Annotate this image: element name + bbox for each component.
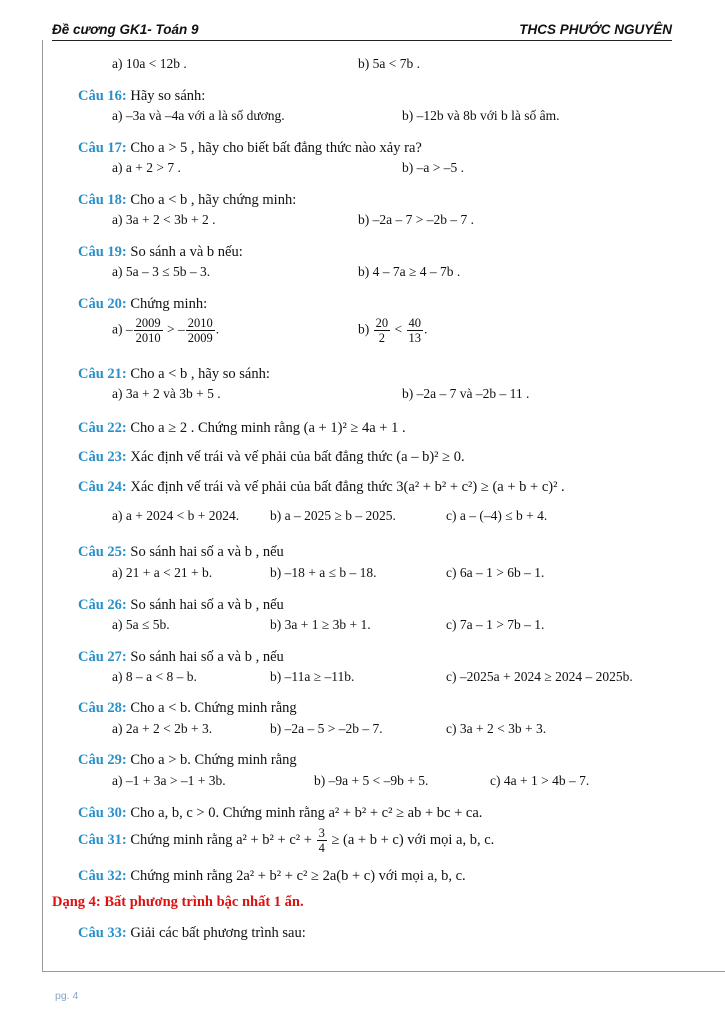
question-text: So sánh hai số a và b , nếu <box>130 649 284 665</box>
q26-option-b: b) 3a + 1 ≥ 3b + 1. <box>270 617 371 632</box>
question-28 <box>78 700 297 717</box>
q21-option-b: b) –2a – 7 và –2b – 11 . <box>402 386 530 401</box>
question-label: Câu 20: <box>78 296 127 312</box>
question-30 <box>78 805 482 822</box>
question-text: Xác định vế trái và vế phải của bất đẳng thức 3(a² + b² + c²) ≥ (a + b + c)² . <box>130 479 565 495</box>
question-text: Cho a < b. Chứng minh rằng <box>130 700 297 716</box>
question-label: Câu 29: <box>78 752 127 768</box>
question-text: Chứng minh: <box>130 296 208 312</box>
question-text: So sánh a và b nếu: <box>130 244 243 260</box>
question-29 <box>78 752 297 769</box>
question-text: Hãy so sánh: <box>130 88 206 104</box>
prev-option-b: b) 5a < 7b . <box>358 56 420 71</box>
question-22 <box>78 420 406 437</box>
question-text-cont: ≥ (a + b + c) với mọi a, b, c. <box>331 831 495 848</box>
q18-option-a: a) 3a + 2 < 3b + 2 . <box>112 212 216 227</box>
question-text: Cho a > b. Chứng minh rằng <box>130 752 297 768</box>
question-text: Chứng minh rằng 2a² + b² + c² ≥ 2a(b + c) với mọi a, b, c. <box>130 868 466 884</box>
question-24 <box>78 479 565 496</box>
question-text: Cho a > 5 , hãy cho biết bất đẳng thức nào xảy ra? <box>130 140 422 156</box>
question-21 <box>78 366 270 383</box>
question-text: Cho a < b , hãy so sánh: <box>130 366 270 382</box>
question-label: Câu 27: <box>78 649 127 665</box>
question-label: Câu 26: <box>78 597 127 613</box>
q24-option-b: b) a – 2025 ≥ b – 2025. <box>270 508 396 523</box>
q24-option-c: c) a – (–4) ≤ b + 4. <box>446 508 548 523</box>
question-32 <box>78 868 466 885</box>
q26-option-a: a) 5a ≤ 5b. <box>112 617 170 632</box>
question-19 <box>78 244 243 261</box>
question-17 <box>78 140 422 157</box>
question-31 <box>78 826 494 855</box>
question-label: Câu 19: <box>78 244 127 260</box>
q16-option-a: a) –3a và –4a với a là số dương. <box>112 108 285 123</box>
question-text: Xác định vế trái và vế phải của bất đẳng thức (a – b)² ≥ 0. <box>130 449 465 465</box>
q25-option-c: c) 6a – 1 > 6b – 1. <box>446 565 545 580</box>
question-label: Câu 32: <box>78 868 127 884</box>
q20-option-b: b) $\frac{20}{2}$ < $\frac{40}{13}$ . <box>358 316 428 345</box>
question-label: Câu 24: <box>78 479 127 495</box>
q16-option-b: b) –12b và 8b với b là số âm. <box>402 108 560 123</box>
fraction: $\frac{3}{4}$ <box>318 826 325 855</box>
question-33 <box>78 925 306 942</box>
question-text: Cho a ≥ 2 . Chứng minh rằng (a + 1)² ≥ 4a + 1 . <box>130 420 406 436</box>
question-label: Câu 21: <box>78 366 127 382</box>
q19-option-b: b) 4 – 7a ≥ 4 – 7b . <box>358 264 461 279</box>
question-label: Câu 16: <box>78 88 127 104</box>
question-label: Câu 23: <box>78 449 127 465</box>
question-27 <box>78 649 284 666</box>
q24-option-a: a) a + 2024 < b + 2024. <box>112 508 240 523</box>
q17-option-a: a) a + 2 > 7 . <box>112 160 181 175</box>
q28-option-c: c) 3a + 2 < 3b + 3. <box>446 721 547 736</box>
question-label: Câu 30: <box>78 805 127 821</box>
header-school: THCS PHƯỚC NGUYÊN <box>519 22 672 37</box>
question-label: Câu 17: <box>78 140 127 156</box>
q29-option-c: c) 4a + 1 > 4b – 7. <box>490 773 590 788</box>
question-25 <box>78 544 284 561</box>
q27-option-b: b) –11a ≥ –11b. <box>270 669 355 684</box>
page-number: pg. 4 <box>55 990 79 1002</box>
question-26 <box>78 597 284 614</box>
page-header <box>52 20 672 41</box>
q17-option-b: b) –a > –5 . <box>402 160 464 175</box>
q27-option-a: a) 8 – a < 8 – b. <box>112 669 197 684</box>
q18-option-b: b) –2a – 7 > –2b – 7 . <box>358 212 474 227</box>
q26-option-c: c) 7a – 1 > 7b – 1. <box>446 617 545 632</box>
q29-option-b: b) –9a + 5 < –9b + 5. <box>314 773 429 788</box>
question-label: Câu 28: <box>78 700 127 716</box>
q25-option-a: a) 21 + a < 21 + b. <box>112 565 213 580</box>
question-text: Giải các bất phương trình sau: <box>130 925 306 941</box>
q28-option-a: a) 2a + 2 < 2b + 3. <box>112 721 213 736</box>
question-text: So sánh hai số a và b , nếu <box>130 544 284 560</box>
header-title: Đề cương GK1- Toán 9 <box>52 22 199 37</box>
q19-option-a: a) 5a – 3 ≤ 5b – 3. <box>112 264 211 279</box>
q28-option-b: b) –2a – 5 > –2b – 7. <box>270 721 383 736</box>
section-heading: Dạng 4: Bất phương trình bậc nhất 1 ẩn. <box>52 894 304 910</box>
q29-option-a: a) –1 + 3a > –1 + 3b. <box>112 773 226 788</box>
question-label: Câu 25: <box>78 544 127 560</box>
question-label: Câu 18: <box>78 192 127 208</box>
question-text: Chứng minh rằng a² + b² + c² + <box>130 831 312 848</box>
q25-option-b: b) –18 + a ≤ b – 18. <box>270 565 377 580</box>
question-label: Câu 22: <box>78 420 127 436</box>
question-label: Câu 31: <box>78 831 127 848</box>
question-label: Câu 33: <box>78 925 127 941</box>
question-18 <box>78 192 296 209</box>
question-text: Cho a, b, c > 0. Chứng minh rằng a² + b² + c² ≥ ab + bc + ca. <box>130 805 483 821</box>
q20-option-a: a) – $\frac{2009}{2010}$ > – $\frac{2010}{2009}$ . <box>112 316 220 345</box>
question-text: Cho a < b , hãy chứng minh: <box>130 192 297 208</box>
q21-option-a: a) 3a + 2 và 3b + 5 . <box>112 386 221 401</box>
question-20 <box>78 296 207 313</box>
question-16 <box>78 88 205 105</box>
question-23 <box>78 449 465 466</box>
prev-option-a: a) 10a < 12b . <box>112 56 187 71</box>
q27-option-c: c) –2025a + 2024 ≥ 2024 – 2025b. <box>446 669 633 684</box>
question-text: So sánh hai số a và b , nếu <box>130 597 284 613</box>
